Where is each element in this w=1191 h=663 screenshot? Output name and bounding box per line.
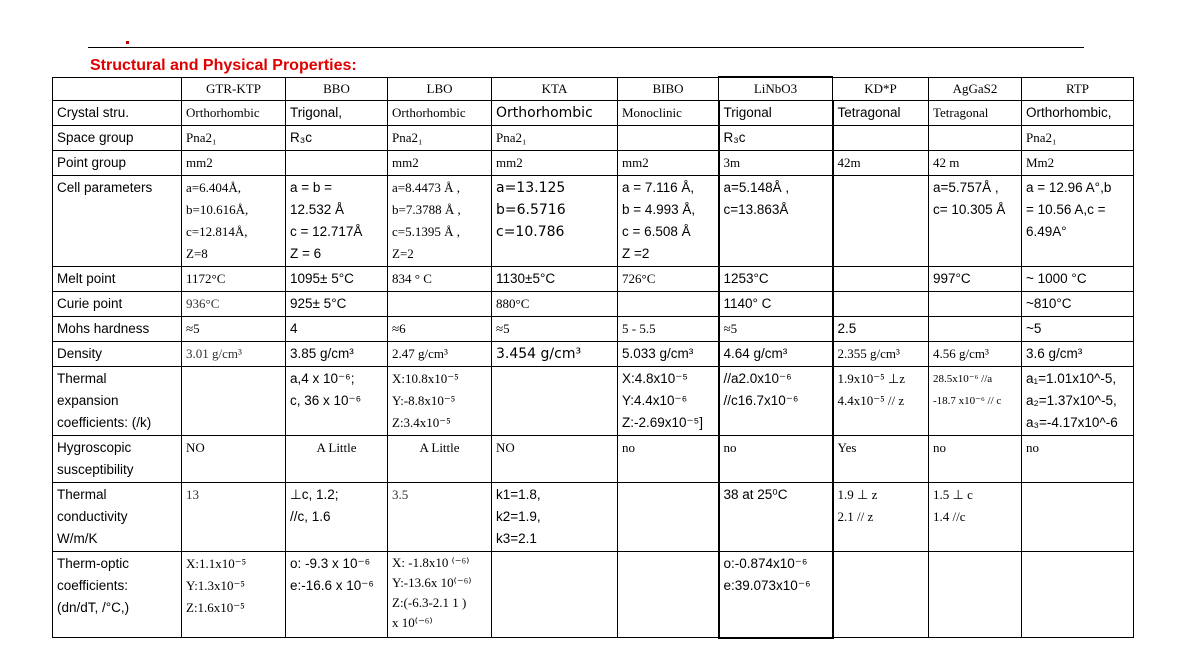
table-cell bbox=[833, 552, 929, 638]
table-cell: 3.85 g/cm³ bbox=[286, 342, 388, 367]
properties-table bbox=[52, 76, 1134, 639]
table-cell bbox=[618, 292, 719, 317]
column-header: RTP bbox=[1022, 77, 1134, 101]
table-cell: 834 ° C bbox=[388, 267, 492, 292]
table-cell: a = 12.96 A°,b = 10.56 A,c = 6.49A° bbox=[1022, 176, 1134, 267]
table-cell: a,4 x 10⁻⁶; c, 36 x 10⁻⁶ bbox=[286, 367, 388, 436]
row-label: Thermal expansion coefficients: (/k) bbox=[53, 367, 182, 436]
table-row bbox=[53, 126, 1134, 151]
table-cell: 4.56 g/cm³ bbox=[929, 342, 1022, 367]
table-cell: no bbox=[1022, 436, 1134, 483]
table-cell: no bbox=[929, 436, 1022, 483]
table-cell: R₃c bbox=[286, 126, 388, 151]
table-cell: ≈5 bbox=[492, 317, 618, 342]
column-header-empty bbox=[53, 77, 182, 101]
table-cell: X:1.1x10⁻⁵ Y:1.3x10⁻⁵ Z:1.6x10⁻⁵ bbox=[182, 552, 286, 638]
table-cell: Orthorhombic bbox=[182, 101, 286, 126]
table-cell: 42m bbox=[833, 151, 929, 176]
table-cell bbox=[182, 367, 286, 436]
table-cell: 13 bbox=[182, 483, 286, 552]
table-cell: 3.01 g/cm³ bbox=[182, 342, 286, 367]
table-cell: Yes bbox=[833, 436, 929, 483]
table-cell bbox=[618, 552, 719, 638]
table-cell: 1.9x10⁻⁵ ⊥z 4.4x10⁻⁵ // z bbox=[833, 367, 929, 436]
table-cell: 3.6 g/cm³ bbox=[1022, 342, 1134, 367]
row-label: Cell parameters bbox=[53, 176, 182, 267]
table-cell: ≈5 bbox=[182, 317, 286, 342]
table-cell: 2.355 g/cm³ bbox=[833, 342, 929, 367]
table-cell: mm2 bbox=[618, 151, 719, 176]
table-cell: a=5.757Å , c= 10.305 Å bbox=[929, 176, 1022, 267]
table-cell bbox=[1022, 552, 1134, 638]
table-cell: 880°C bbox=[492, 292, 618, 317]
table-cell: Pna2₁ bbox=[1022, 126, 1134, 151]
table-cell: 1172°C bbox=[182, 267, 286, 292]
table-cell: 2.47 g/cm³ bbox=[388, 342, 492, 367]
table-cell: X:4.8x10⁻⁵ Y:4.4x10⁻⁶ Z:-2.69x10⁻⁵] bbox=[618, 367, 719, 436]
table-cell bbox=[1022, 483, 1134, 552]
table-cell: 28.5x10⁻⁶ //a -18.7 x10⁻⁶ // c bbox=[929, 367, 1022, 436]
table-row bbox=[53, 367, 1134, 436]
table-cell: a₁=1.01x10^-5, a₂=1.37x10^-5, a₃=-4.17x10^-6 bbox=[1022, 367, 1134, 436]
table-cell: 4 bbox=[286, 317, 388, 342]
table-cell bbox=[833, 126, 929, 151]
table-cell bbox=[929, 292, 1022, 317]
row-label: Hygroscopic susceptibility bbox=[53, 436, 182, 483]
table-cell: o:-0.874x10⁻⁶ e:39.073x10⁻⁶ bbox=[719, 552, 833, 638]
table-cell: o: -9.3 x 10⁻⁶ e:-16.6 x 10⁻⁶ bbox=[286, 552, 388, 638]
table-row bbox=[53, 436, 1134, 483]
column-header: BIBO bbox=[618, 77, 719, 101]
table-cell: ~ 1000 °C bbox=[1022, 267, 1134, 292]
table-cell bbox=[388, 292, 492, 317]
header-row bbox=[53, 77, 1134, 101]
table-cell: A Little bbox=[286, 436, 388, 483]
table-cell: Orthorhombic bbox=[492, 101, 618, 126]
table-cell: 4.64 g/cm³ bbox=[719, 342, 833, 367]
table-cell: Pna2₁ bbox=[182, 126, 286, 151]
table-row bbox=[53, 342, 1134, 367]
column-header: LBO bbox=[388, 77, 492, 101]
table-cell: a=6.404Å, b=10.616Å, c=12.814Å, Z=8 bbox=[182, 176, 286, 267]
row-label: Thermal conductivity W/m/K bbox=[53, 483, 182, 552]
table-cell: ~810°C bbox=[1022, 292, 1134, 317]
table-cell: 726°C bbox=[618, 267, 719, 292]
table-cell bbox=[833, 267, 929, 292]
table-cell: Trigonal, bbox=[286, 101, 388, 126]
table-cell: 42 m bbox=[929, 151, 1022, 176]
table-cell: 936°C bbox=[182, 292, 286, 317]
table-cell: NO bbox=[182, 436, 286, 483]
table-row bbox=[53, 317, 1134, 342]
table-cell: a = 7.116 Å, b = 4.993 Å, c = 6.508 Å Z =2 bbox=[618, 176, 719, 267]
table-cell: ≈6 bbox=[388, 317, 492, 342]
table-cell bbox=[492, 552, 618, 638]
table-cell: mm2 bbox=[182, 151, 286, 176]
table-cell: NO bbox=[492, 436, 618, 483]
column-header: BBO bbox=[286, 77, 388, 101]
table-cell bbox=[286, 151, 388, 176]
table-cell bbox=[929, 317, 1022, 342]
table-cell: k1=1.8, k2=1.9, k3=2.1 bbox=[492, 483, 618, 552]
table-cell: 997°C bbox=[929, 267, 1022, 292]
table-cell: 2.5 bbox=[833, 317, 929, 342]
table-cell: 3.454 g/cm³ bbox=[492, 342, 618, 367]
table-cell bbox=[833, 176, 929, 267]
table-cell: Orthorhombic, bbox=[1022, 101, 1134, 126]
table-cell: Trigonal bbox=[719, 101, 833, 126]
table-cell: Tetragonal bbox=[929, 101, 1022, 126]
table-cell: Tetragonal bbox=[833, 101, 929, 126]
table-cell: X:10.8x10⁻⁵ Y:-8.8x10⁻⁵ Z:3.4x10⁻⁵ bbox=[388, 367, 492, 436]
table-row bbox=[53, 552, 1134, 638]
decorative-mark bbox=[126, 41, 129, 44]
table-cell: a=5.148Å , c=13.863Å bbox=[719, 176, 833, 267]
row-label: Crystal stru. bbox=[53, 101, 182, 126]
table-cell: 1.9 ⊥ z 2.1 // z bbox=[833, 483, 929, 552]
row-label: Curie point bbox=[53, 292, 182, 317]
table-cell bbox=[492, 367, 618, 436]
table-cell bbox=[929, 552, 1022, 638]
table-cell: a=8.4473 Å , b=7.3788 Å , c=5.1395 Å , Z=2 bbox=[388, 176, 492, 267]
row-label: Density bbox=[53, 342, 182, 367]
row-label: Melt point bbox=[53, 267, 182, 292]
table-cell: Monoclinic bbox=[618, 101, 719, 126]
column-header: AgGaS2 bbox=[929, 77, 1022, 101]
table-cell: X: -1.8x10 ⁽⁻⁶⁾ Y:-13.6x 10⁽⁻⁶⁾ Z:(-6.3-2.1 1 ) x 10⁽⁻⁶⁾ bbox=[388, 552, 492, 638]
table-cell: ≈5 bbox=[719, 317, 833, 342]
table-cell: 3m bbox=[719, 151, 833, 176]
table-cell: 38 at 25⁰C bbox=[719, 483, 833, 552]
row-label: Space group bbox=[53, 126, 182, 151]
header-rule bbox=[88, 47, 1084, 48]
table-cell: Pna2₁ bbox=[388, 126, 492, 151]
table-cell: 5 - 5.5 bbox=[618, 317, 719, 342]
table-cell: a = b = 12.532 Å c = 12.717Å Z = 6 bbox=[286, 176, 388, 267]
column-header: KTA bbox=[492, 77, 618, 101]
table-row bbox=[53, 151, 1134, 176]
table-cell: 3.5 bbox=[388, 483, 492, 552]
table-row bbox=[53, 101, 1134, 126]
table-cell bbox=[618, 126, 719, 151]
column-header: LiNbO3 bbox=[719, 77, 833, 101]
row-label: Point group bbox=[53, 151, 182, 176]
table-cell: 1.5 ⊥ c 1.4 //c bbox=[929, 483, 1022, 552]
table-cell: Orthorhombic bbox=[388, 101, 492, 126]
table-cell: 1253°C bbox=[719, 267, 833, 292]
table-cell: 1095± 5°C bbox=[286, 267, 388, 292]
row-label: Mohs hardness bbox=[53, 317, 182, 342]
table-cell: //a2.0x10⁻⁶ //c16.7x10⁻⁶ bbox=[719, 367, 833, 436]
table-cell: A Little bbox=[388, 436, 492, 483]
table-row bbox=[53, 176, 1134, 267]
column-header: GTR-KTP bbox=[182, 77, 286, 101]
table-row bbox=[53, 267, 1134, 292]
column-header: KD*P bbox=[833, 77, 929, 101]
table-cell: no bbox=[719, 436, 833, 483]
table-cell bbox=[833, 292, 929, 317]
table-row bbox=[53, 292, 1134, 317]
section-title: Structural and Physical Properties: bbox=[90, 57, 357, 74]
table-cell: Mm2 bbox=[1022, 151, 1134, 176]
table-cell: 925± 5°C bbox=[286, 292, 388, 317]
table-cell: 5.033 g/cm³ bbox=[618, 342, 719, 367]
table-cell bbox=[929, 126, 1022, 151]
table-cell: R₃c bbox=[719, 126, 833, 151]
table-cell: no bbox=[618, 436, 719, 483]
table-cell: a=13.125 b=6.5716 c=10.786 bbox=[492, 176, 618, 267]
table-cell: mm2 bbox=[388, 151, 492, 176]
table-cell: mm2 bbox=[492, 151, 618, 176]
table-cell: ⊥c, 1.2; //c, 1.6 bbox=[286, 483, 388, 552]
table-cell: Pna2₁ bbox=[492, 126, 618, 151]
row-label: Therm-optic coefficients: (dn/dT, /°C,) bbox=[53, 552, 182, 638]
table-cell: ~5 bbox=[1022, 317, 1134, 342]
table-cell bbox=[618, 483, 719, 552]
table-cell: 1140° C bbox=[719, 292, 833, 317]
table-row bbox=[53, 483, 1134, 552]
table-cell: 1130±5°C bbox=[492, 267, 618, 292]
